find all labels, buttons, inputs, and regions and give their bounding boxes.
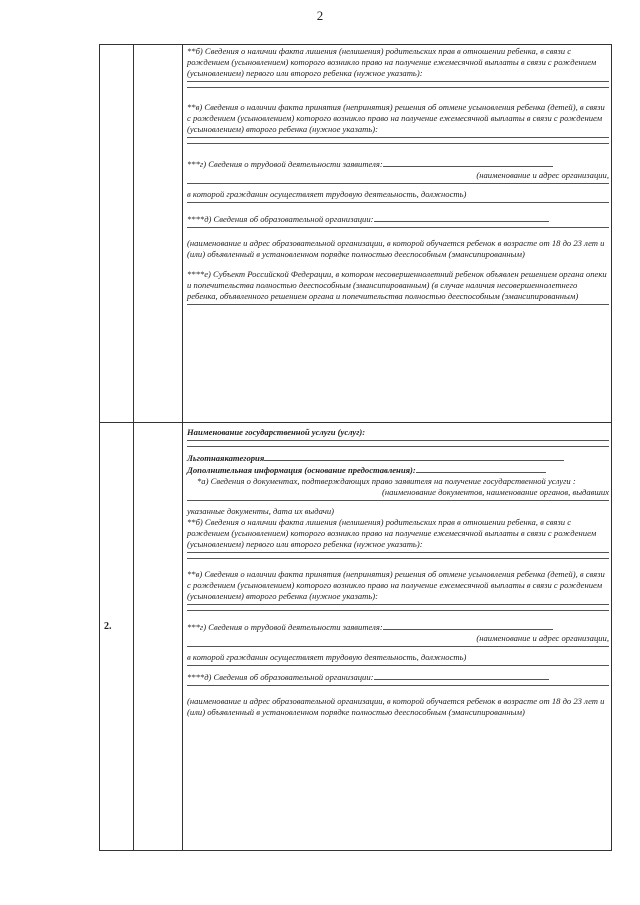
fill-line	[187, 665, 609, 666]
adoption-cancel-info: **в) Сведения о наличии факта принятия (непринятия) решения об отмене усыновления ребенка (детей), в связи с рождением (усыновлением) которого возникло право на получение ежемесячной выплаты в связи с рождением (усыновлением) второго ребенка (нужное указать):	[187, 102, 605, 134]
fill-line	[187, 227, 609, 228]
emancipation-region-info: ****е) Субъект Российской Федерации, в котором несовершеннолетний ребенок объявлен решением органа опеки и попечительства полностью дееспособным (эмансипированным) (в случае наличия несовершеннолетнего ребенка, объявленного решением органа и попечительства полностью дееспособным (эмансипированным)	[187, 269, 607, 301]
employment-hint-2b: в которой гражданин осуществляет трудовую деятельность, должность)	[187, 652, 467, 662]
fill-line	[187, 552, 609, 553]
education-org-hint: (наименование и адрес образовательной организации, в которой обучается ребенок в возрасте от 18 до 23 лет и (или) объявленный в установленном порядке полностью дееспособным (эмансипированным)	[187, 238, 605, 259]
employment-hint-2a: (наименование и адрес организации,	[476, 633, 609, 643]
employment-hint-2: в которой гражданин осуществляет трудовую деятельность, должность)	[187, 189, 467, 199]
fill-line	[187, 304, 609, 305]
row-number: 2.	[104, 621, 112, 632]
fill-line	[187, 81, 609, 82]
fill-line	[187, 87, 609, 88]
fill-line	[187, 137, 609, 138]
row-2-content	[187, 427, 609, 718]
fill-line	[187, 604, 609, 605]
employment-info-2: ***г) Сведения о трудовой деятельности заявителя:	[187, 621, 609, 633]
fill-line	[187, 446, 609, 447]
fill-line	[187, 440, 609, 441]
benefit-category: Льготнаякатегория	[187, 452, 609, 464]
service-name: Наименование государственной услуги (услуг):	[187, 427, 366, 437]
fill-line	[187, 558, 609, 559]
parental-rights-info-2: **б) Сведения о наличии факта лишения (нелишения) родительских прав в отношении ребенка, в связи с рождением (усыновлением) которого возникло право на получение ежемесячной выплаты в связи с рождением (усыновлением) первого или второго ребенка (нужное указать):	[187, 517, 597, 549]
fill-line	[187, 202, 609, 203]
employment-hint: (наименование и адрес организации,	[476, 170, 609, 180]
row-1-content	[187, 46, 609, 310]
education-org-info: ****д) Сведения об образовательной организации:	[187, 213, 609, 225]
fill-line	[187, 500, 609, 501]
fill-line	[187, 646, 609, 647]
documents-hint: (наименование документов, наименование органов, выдавших	[382, 487, 609, 497]
fill-line	[187, 183, 609, 184]
fill-line	[187, 143, 609, 144]
parental-rights-info: **б) Сведения о наличии факта лишения (нелишения) родительских прав в отношении ребенка, в связи с рождением (усыновлением) которого возникло право на получение ежемесячной выплаты в связи с рождением (усыновлением) первого или второго ребенка (нужное указать):	[187, 46, 597, 78]
fill-line	[187, 685, 609, 686]
additional-info: Дополнительная информация (основание предоставления):	[187, 464, 609, 476]
adoption-cancel-info-2: **в) Сведения о наличии факта принятия (непринятия) решения об отмене усыновления ребенка (детей), в связи с рождением (усыновлением) которого возникло право на получение ежемесячной выплаты в связи с рождением (усыновлением) второго ребенка (нужное указать):	[187, 569, 605, 601]
documents-info: *а) Сведения о документах, подтверждающих право заявителя на получение государственной услуги :	[197, 476, 576, 486]
documents-hint-2: указанные документы, дата их выдачи)	[187, 506, 335, 516]
fill-line	[187, 610, 609, 611]
page-number: 2	[316, 8, 324, 23]
employment-info: ***г) Сведения о трудовой деятельности заявителя:	[187, 158, 609, 170]
education-org-hint-2: (наименование и адрес образовательной организации, в которой обучается ребенок в возрасте от 18 до 23 лет и (или) объявленный в установленном порядке полностью дееспособным (эмансипированным)	[187, 696, 605, 717]
education-org-info-2: ****д) Сведения об образовательной организации:	[187, 671, 609, 683]
